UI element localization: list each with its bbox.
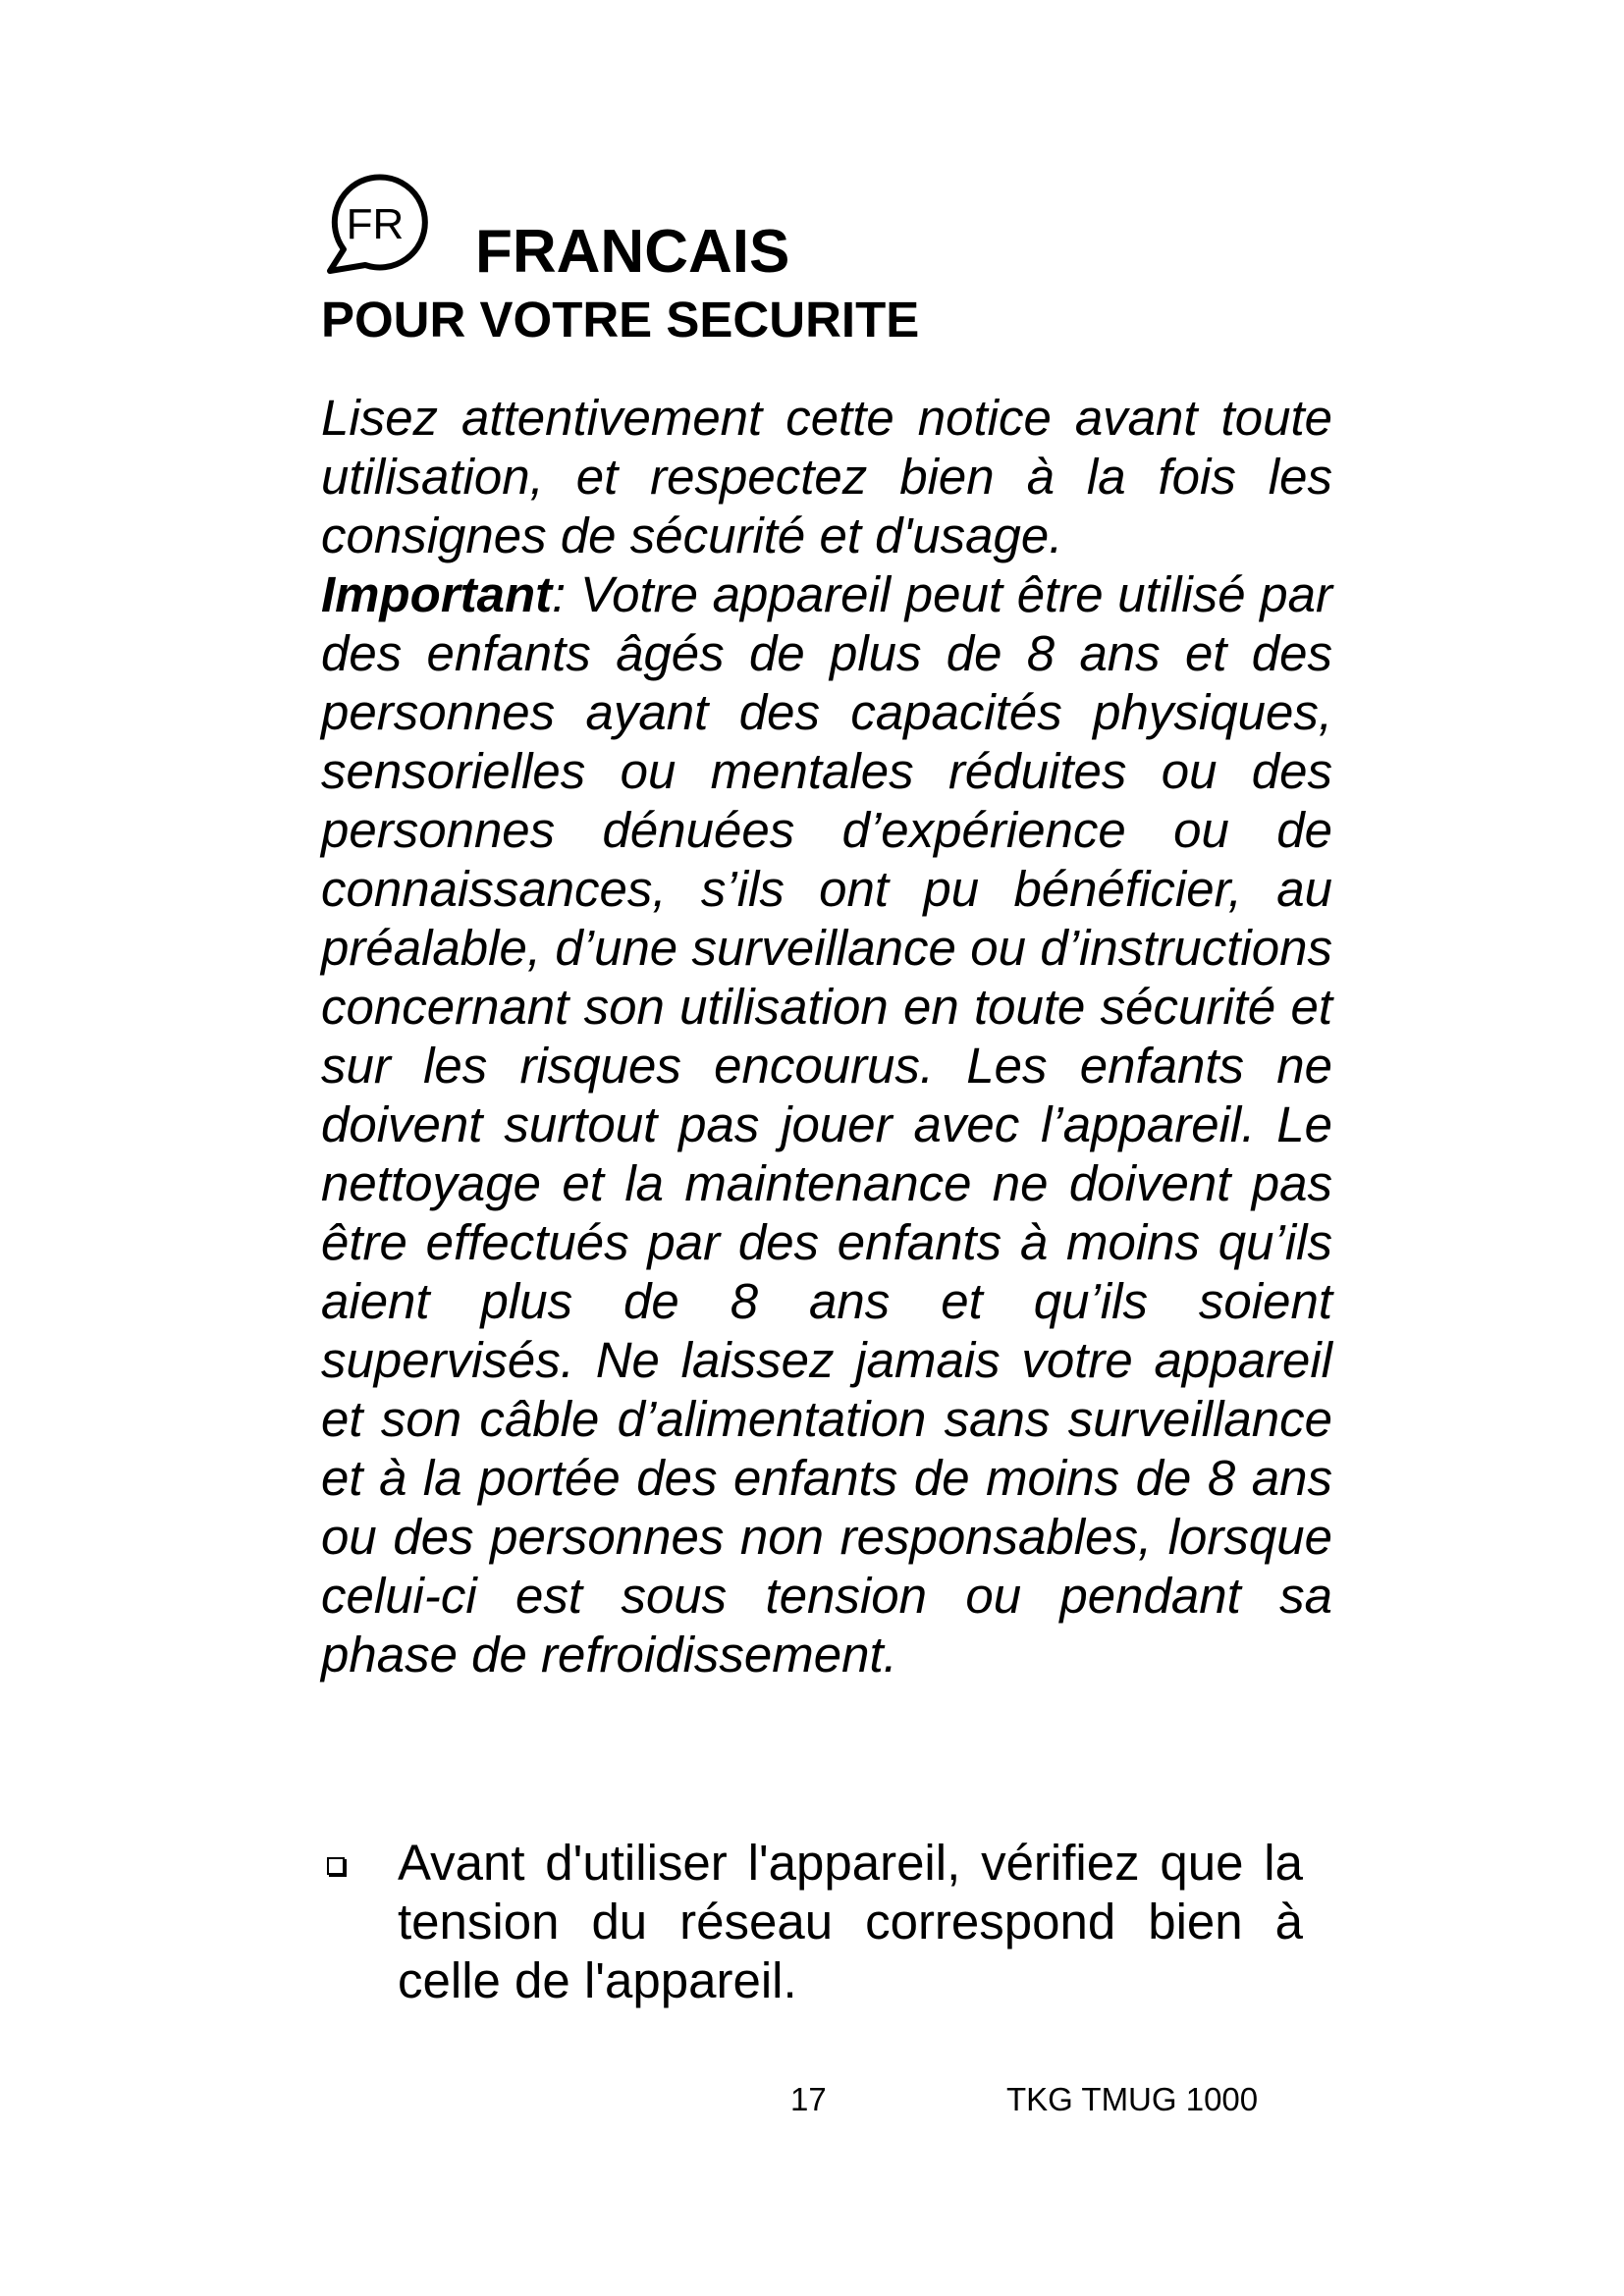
fr-language-badge-icon (322, 171, 428, 277)
important-label: Important (321, 566, 553, 622)
page-number: 17 (790, 2081, 827, 2117)
safety-bullet-list (321, 1834, 1303, 2010)
list-item (321, 1834, 1303, 2010)
bullet-text: Avant d'utiliser l'appareil, vérifiez que la tension du réseau correspond bien à celle de l'appareil. (398, 1835, 1303, 2008)
model-number: TKG TMUG 1000 (1006, 2081, 1259, 2117)
intro-paragraph: Lisez attentivement cette notice avant toute utilisation, et respectez bien à la fois les consignes de sécurité et d'usage. (321, 390, 1332, 563)
safety-intro (321, 389, 1332, 1684)
fr-badge-label: FR (346, 200, 405, 248)
checkbox-bullet-icon (327, 1857, 345, 1875)
language-title: FRANCAIS (475, 218, 790, 286)
section-title: POUR VOTRE SECURITE (321, 292, 920, 347)
important-text: : Votre appareil peut être utilisé par des enfants âgés de plus de 8 ans et des personnes ayant des capacités physiques, sensorielles ou mentales réduites ou des personnes dénuées d’expérience ou de connaissances, s’ils ont pu bénéficier, au préalable, d’une surveillance ou d’instructions concernant son utilisation en toute sécurité et sur les risques encourus. Les enfants ne doivent surtout pas jouer avec l’appareil. Le nettoyage et la maintenance ne doivent pas être effectués par des enfants à moins qu’ils aient plus de 8 ans et qu’ils soient supervisés. Ne laissez jamais votre appareil et son câble d’alimentation sans surveillance et à la portée des enfants de moins de 8 ans ou des personnes non responsables, lorsque celui-ci est sous tension ou pendant sa phase de refroidissement. (321, 566, 1332, 1682)
important-paragraph (321, 565, 1332, 1684)
